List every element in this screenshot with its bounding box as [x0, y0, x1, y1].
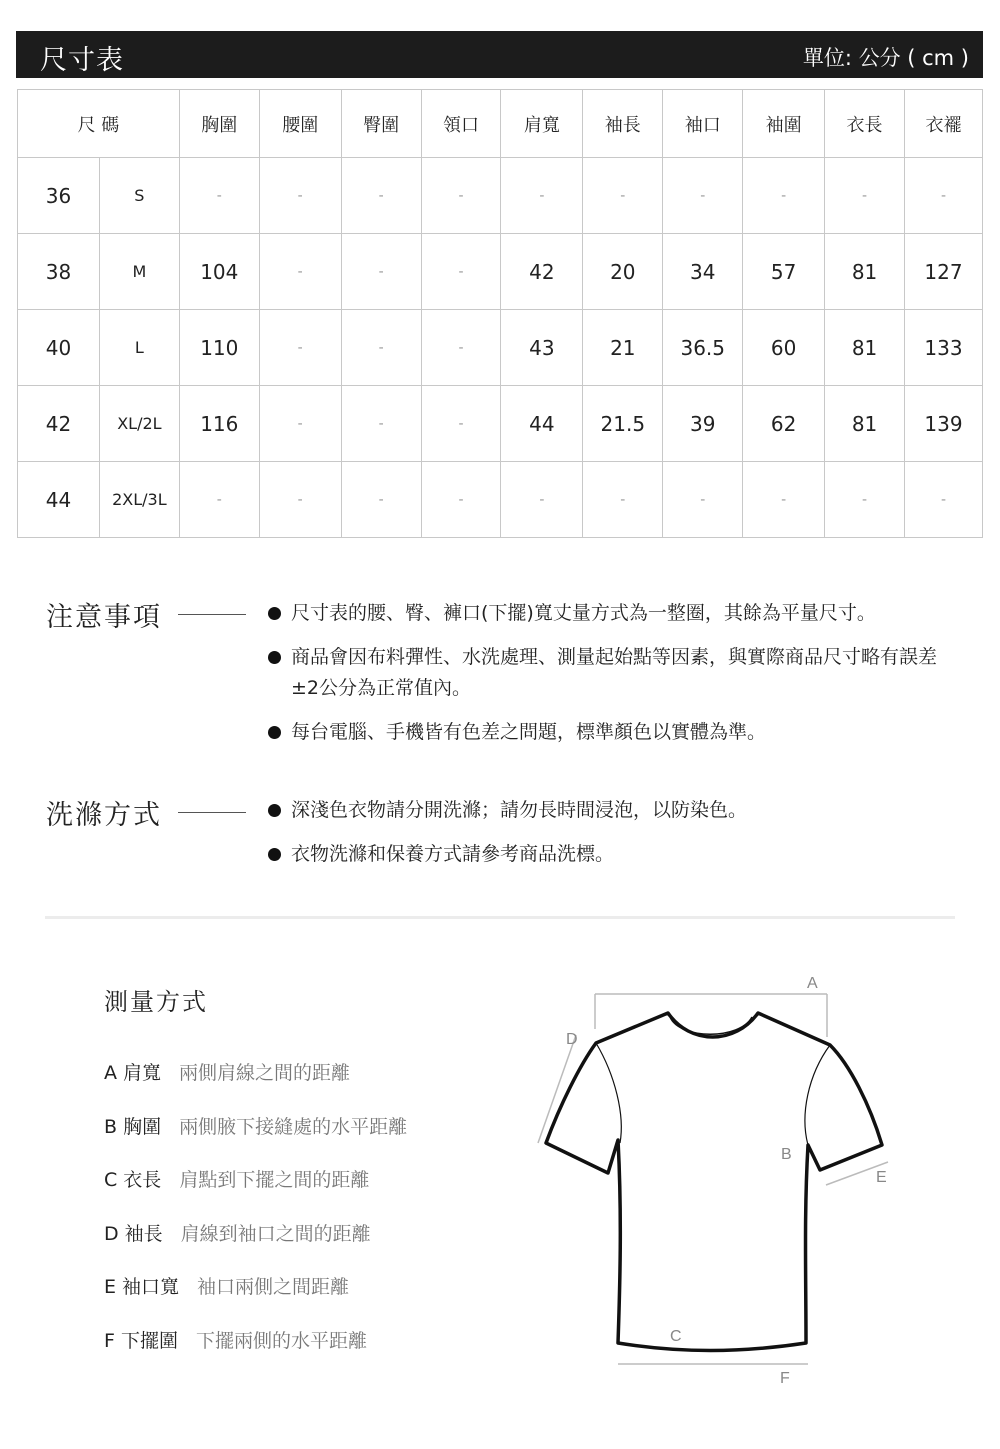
table-cell: - [743, 462, 825, 538]
table-cell: - [259, 386, 341, 462]
list-item: 衣物洗滌和保養方式請參考商品洗標。 [268, 839, 968, 870]
table-cell: - [341, 158, 421, 234]
table-cell: 39 [663, 386, 743, 462]
table-row [18, 158, 983, 234]
table-cell: 36.5 [663, 310, 743, 386]
table-cell: 133 [905, 310, 983, 386]
size-number: 44 [18, 462, 100, 538]
column-header: 袖長 [583, 90, 663, 158]
table-cell: 21.5 [583, 386, 663, 462]
list-item: 深淺色衣物請分開洗滌；請勿長時間浸泡，以防染色。 [268, 795, 968, 826]
size-chart-title: 尺寸表 [40, 45, 124, 76]
table-cell: - [341, 386, 421, 462]
size-chart-header [16, 31, 983, 78]
bullet-icon [268, 607, 281, 620]
column-header: 肩寬 [501, 90, 583, 158]
tshirt-diagram [530, 965, 910, 1395]
table-cell: - [179, 158, 259, 234]
table-cell: 81 [825, 310, 905, 386]
table-row [18, 310, 983, 386]
size-number: 36 [18, 158, 100, 234]
table-cell: 34 [663, 234, 743, 310]
list-item: 商品會因布料彈性、水洗處理、測量起始點等因素，與實際商品尺寸略有誤差±2公分為正常值內。 [268, 642, 961, 704]
table-cell: - [341, 310, 421, 386]
size-table [17, 89, 983, 538]
bullet-icon [268, 726, 281, 739]
tshirt-outline [546, 1013, 882, 1351]
measure-title: 測量方式 [104, 988, 208, 1016]
table-cell: - [421, 158, 501, 234]
table-cell: 44 [501, 386, 583, 462]
unit-label: 單位: 公分 ( cm ) [802, 46, 969, 70]
table-cell: 60 [743, 310, 825, 386]
table-cell: 116 [179, 386, 259, 462]
notes-label: 注意事項 [46, 602, 162, 633]
section-divider [45, 916, 955, 919]
table-cell: - [341, 234, 421, 310]
column-header: 衣長 [825, 90, 905, 158]
table-cell: - [663, 158, 743, 234]
washing-rule [178, 812, 246, 813]
table-cell: 81 [825, 234, 905, 310]
measure-item: A 肩寬 兩側肩線之間的距離 [104, 1062, 351, 1084]
column-header: 臀圍 [341, 90, 421, 158]
table-cell: - [341, 462, 421, 538]
column-header: 領口 [421, 90, 501, 158]
table-cell: - [259, 158, 341, 234]
measure-item: E 袖口寬 袖口兩側之間距離 [104, 1276, 350, 1298]
table-cell: - [179, 462, 259, 538]
measure-item: F 下擺圍 下擺兩側的水平距離 [104, 1330, 367, 1352]
table-cell: 57 [743, 234, 825, 310]
table-cell: - [663, 462, 743, 538]
table-cell: 43 [501, 310, 583, 386]
table-cell: - [905, 158, 983, 234]
table-cell: - [421, 234, 501, 310]
notes-list [268, 598, 968, 761]
column-header: 袖圍 [743, 90, 825, 158]
table-cell: 21 [583, 310, 663, 386]
table-row [18, 462, 983, 538]
table-header-row [18, 90, 983, 158]
table-cell: 110 [179, 310, 259, 386]
label-a: A [807, 975, 818, 992]
table-cell: - [259, 234, 341, 310]
label-d: D [566, 1031, 578, 1048]
bullet-icon [268, 651, 281, 664]
label-f: F [780, 1370, 790, 1387]
size-code: 2XL/3L [99, 462, 179, 538]
size-number: 38 [18, 234, 100, 310]
table-cell: 81 [825, 386, 905, 462]
table-cell: - [825, 462, 905, 538]
label-c: C [670, 1328, 682, 1345]
washing-list [268, 795, 968, 883]
size-code: L [99, 310, 179, 386]
measure-item: C 衣長 肩點到下擺之間的距離 [104, 1169, 370, 1191]
table-cell: - [421, 310, 501, 386]
notes-rule [178, 614, 246, 615]
table-row [18, 234, 983, 310]
bullet-icon [268, 804, 281, 817]
table-cell: 104 [179, 234, 259, 310]
size-code: XL/2L [99, 386, 179, 462]
column-header: 腰圍 [259, 90, 341, 158]
label-b: B [781, 1146, 792, 1163]
size-code: M [99, 234, 179, 310]
table-cell: 42 [501, 234, 583, 310]
table-cell: 139 [905, 386, 983, 462]
list-item: 每台電腦、手機皆有色差之問題，標準顏色以實體為準。 [268, 717, 968, 748]
table-cell: - [501, 158, 583, 234]
table-cell: - [825, 158, 905, 234]
table-cell: - [421, 386, 501, 462]
table-cell: - [259, 310, 341, 386]
table-cell: - [583, 462, 663, 538]
column-header: 衣襬 [905, 90, 983, 158]
column-header: 胸圍 [179, 90, 259, 158]
table-cell: - [743, 158, 825, 234]
table-cell: 127 [905, 234, 983, 310]
measure-item: B 胸圍 兩側腋下接縫處的水平距離 [104, 1116, 408, 1138]
table-row [18, 386, 983, 462]
label-e: E [876, 1169, 887, 1186]
bullet-icon [268, 848, 281, 861]
table-cell: - [583, 158, 663, 234]
measure-item: D 袖長 肩線到袖口之間的距離 [104, 1223, 371, 1245]
table-cell: 20 [583, 234, 663, 310]
column-header: 袖口 [663, 90, 743, 158]
table-cell: - [259, 462, 341, 538]
list-item: 尺寸表的腰、臀、褲口(下擺)寬丈量方式為一整圈，其餘為平量尺寸。 [268, 598, 968, 629]
column-header: 尺 碼 [18, 90, 180, 158]
table-cell: - [905, 462, 983, 538]
size-number: 42 [18, 386, 100, 462]
table-cell: - [421, 462, 501, 538]
table-cell: 62 [743, 386, 825, 462]
table-cell: - [501, 462, 583, 538]
washing-label: 洗滌方式 [46, 800, 162, 831]
size-number: 40 [18, 310, 100, 386]
size-code: S [99, 158, 179, 234]
